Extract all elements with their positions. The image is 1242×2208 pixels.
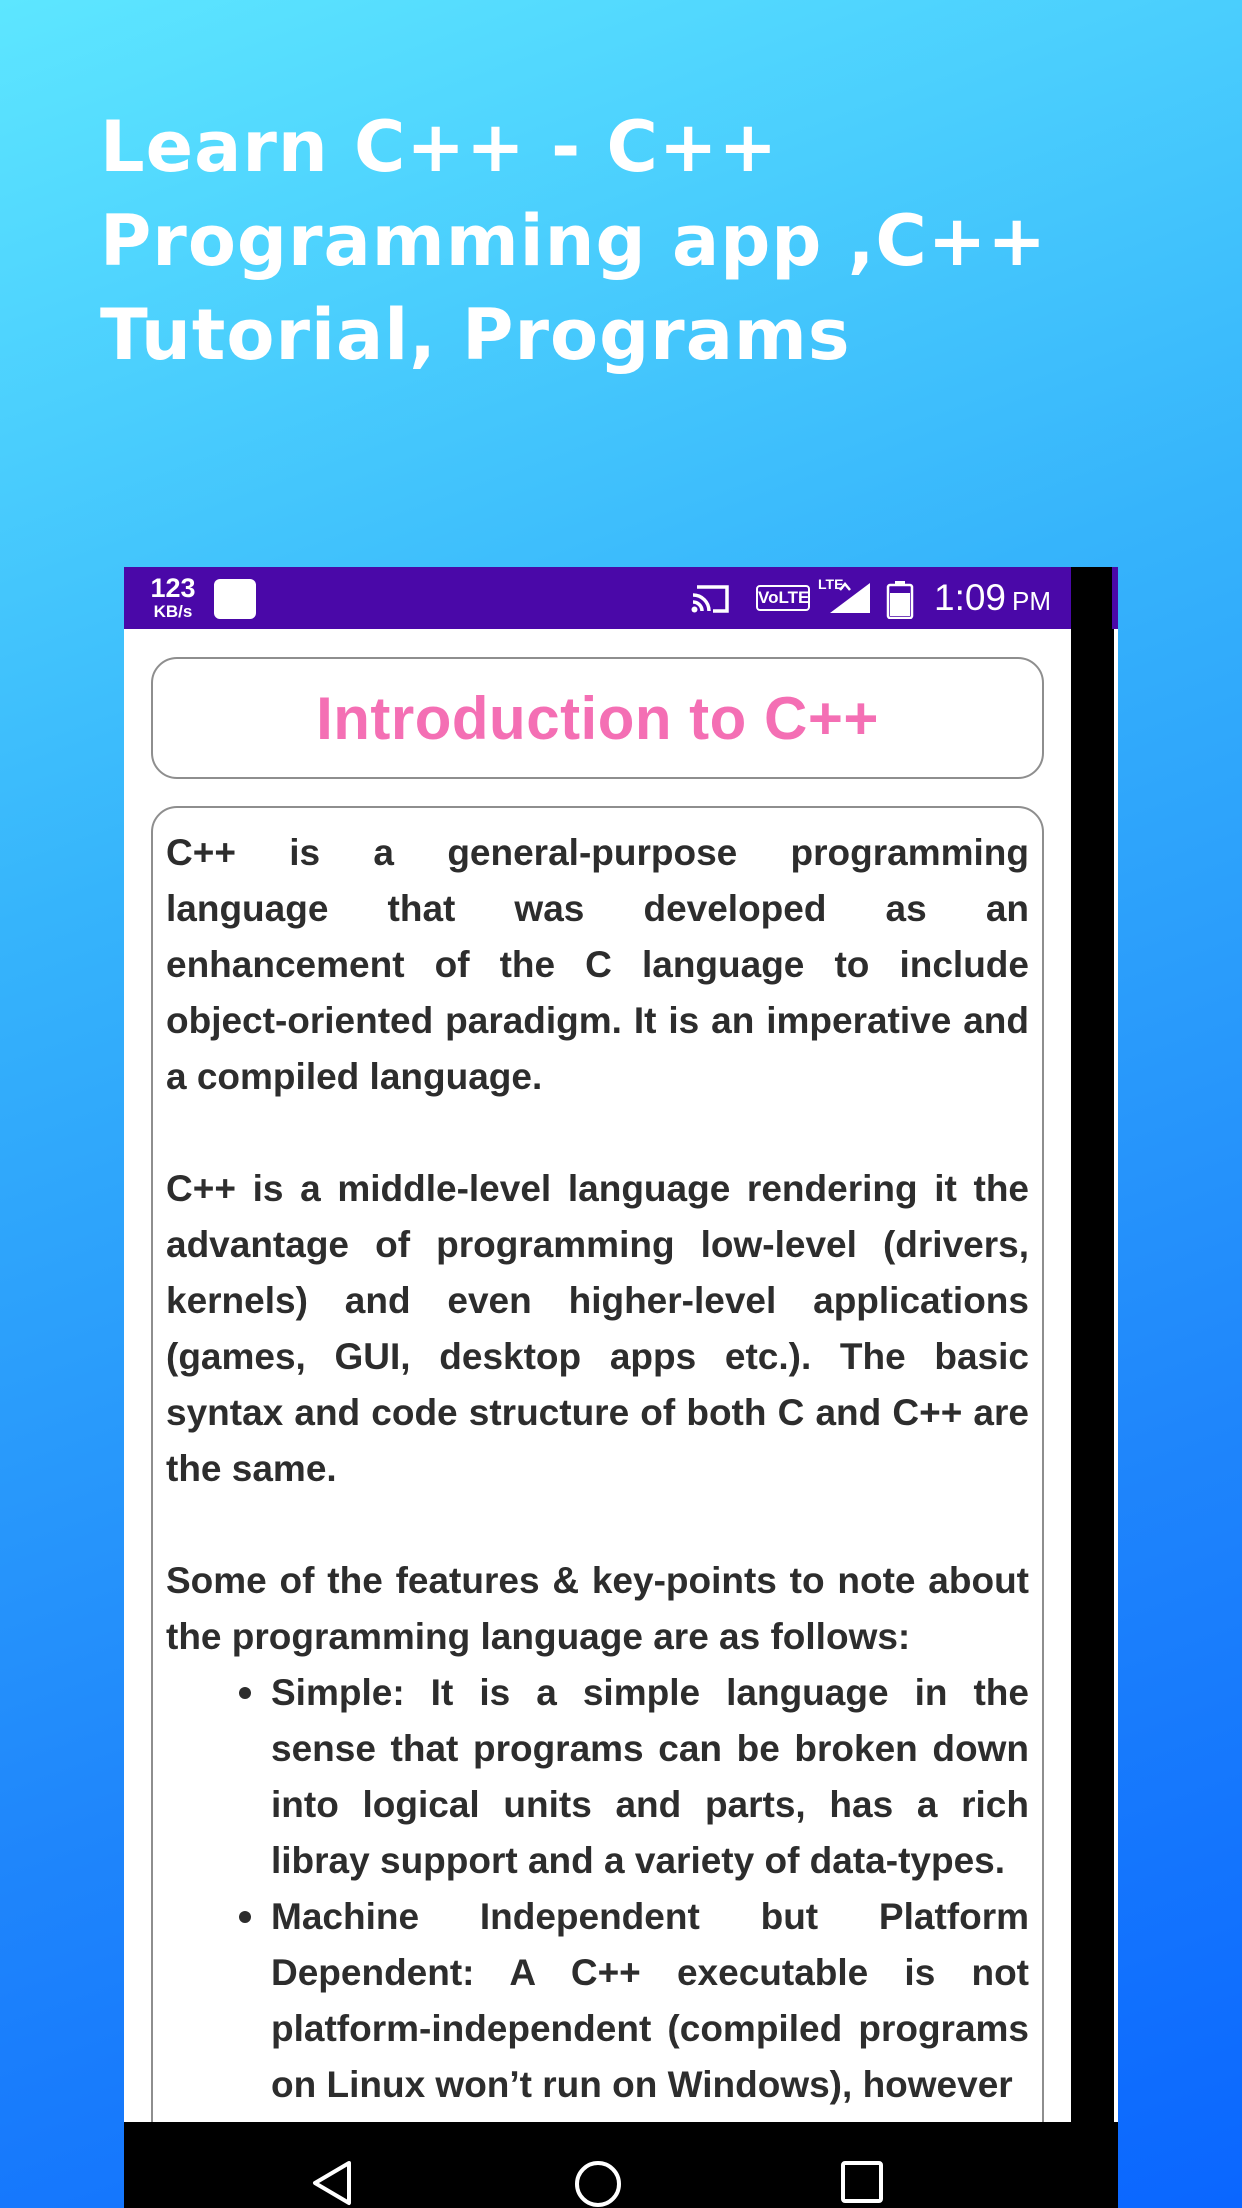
lte-label: LTE — [818, 576, 844, 592]
back-icon[interactable] — [309, 2160, 355, 2206]
title-card — [151, 657, 1044, 779]
clock-time: 1:09 — [934, 577, 1007, 618]
home-icon[interactable] — [574, 2160, 622, 2208]
feature-text: Machine Independent but Platform Dependent: A C++ executable is not platform-independent (compiled programs on Linux won’t run on Windows), however — [271, 1896, 1029, 2105]
navigation-bar — [124, 2122, 1118, 2208]
network-speed-unit: KB/s — [153, 602, 193, 621]
signal-icon — [826, 581, 872, 615]
page-title: Introduction to C++ — [316, 684, 879, 752]
features-list — [166, 1665, 1029, 2113]
volte-badge: VoLTE — [756, 585, 810, 611]
network-speed — [148, 575, 198, 620]
clock-ampm: PM — [1012, 586, 1052, 616]
feature-item-simple — [271, 1665, 1029, 1889]
network-speed-value: 123 — [150, 573, 196, 603]
phone-screenshot — [124, 567, 1118, 2208]
feature-item-machine-independent — [271, 1889, 1029, 2113]
bullet-icon — [239, 1911, 251, 1923]
recents-icon[interactable] — [840, 2160, 884, 2204]
bullet-icon — [239, 1687, 251, 1699]
feature-text: Simple: It is a simple language in the sense that programs can be broken down into logical units and parts, has a rich libray support and a variety of data-types. — [271, 1672, 1029, 1881]
status-bar — [124, 567, 1071, 629]
clock — [934, 577, 1051, 622]
intro-paragraph: C++ is a general-purpose programming language that was developed as an enhancement of the C language to include object-oriented paradigm. It is an imperative and a compiled language. — [166, 832, 1029, 1097]
content-card[interactable] — [151, 806, 1044, 2122]
battery-icon — [886, 581, 914, 619]
promo-title: Learn C++ - C++ Programming app ,C++ Tutorial, Programs — [100, 106, 1048, 376]
cast-icon — [689, 583, 733, 615]
next-page-peek — [1114, 629, 1118, 2122]
notification-icon — [214, 579, 256, 619]
features-intro-paragraph: Some of the features & key-points to note about the programming language are as follows: — [166, 1560, 1029, 1657]
app-screen[interactable] — [124, 629, 1071, 2122]
middle-level-paragraph: C++ is a middle-level language rendering it the advantage of programming low-level (drivers, kernels) and even higher-level applications (games, GUI, desktop apps etc.). The basic syntax and code structure of both C and C++ are the same. — [166, 1168, 1029, 1489]
status-bar-edge — [1071, 567, 1118, 629]
